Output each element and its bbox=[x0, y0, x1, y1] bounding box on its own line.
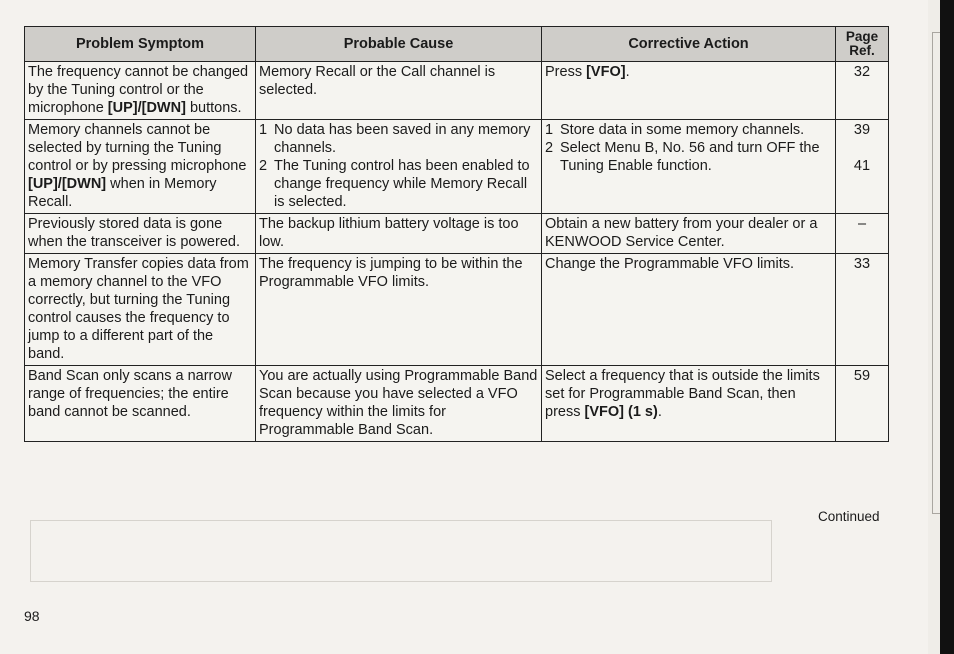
cause-cell bbox=[256, 62, 542, 120]
action-text bbox=[545, 256, 794, 272]
action-cell bbox=[542, 62, 836, 120]
cause-text: The frequency is jumping to be within the Programmable VFO limits. bbox=[259, 256, 523, 290]
book-edge-shadow bbox=[940, 0, 954, 654]
page-ref-cell bbox=[836, 62, 889, 120]
text-segment: when in Memory Recall. bbox=[28, 176, 217, 210]
bold-keyword: [UP]/[DWN] bbox=[28, 176, 107, 192]
page-ref-cell bbox=[836, 214, 889, 254]
page-ref-value: 32 bbox=[853, 64, 871, 80]
numbered-action bbox=[545, 121, 832, 139]
numbered-cause bbox=[259, 121, 538, 157]
continued-label: Continued bbox=[818, 509, 880, 524]
item-number: 1 bbox=[259, 122, 268, 138]
action-text bbox=[545, 64, 630, 80]
symptom-cell bbox=[25, 120, 256, 214]
item-number: 2 bbox=[545, 140, 554, 156]
bold-keyword: [VFO] bbox=[586, 64, 626, 80]
page-ref-value: – bbox=[857, 216, 867, 232]
page-ref-cell bbox=[836, 366, 889, 442]
cause-cell bbox=[256, 214, 542, 254]
page-ref-value: 41 bbox=[853, 158, 871, 174]
symptom-cell bbox=[25, 62, 256, 120]
action-cell bbox=[542, 254, 836, 366]
page-number: 98 bbox=[24, 608, 40, 624]
text-segment: . bbox=[657, 404, 662, 420]
symptom-cell bbox=[25, 254, 256, 366]
text-segment: Band Scan only scans a narrow range of frequencies; the entire band cannot be scanned. bbox=[28, 368, 232, 420]
page-ref-value: 59 bbox=[853, 368, 871, 384]
text-segment: Memory channels cannot be selected by turning the Tuning control or by pressing microphone bbox=[28, 122, 247, 174]
action-cell bbox=[542, 120, 836, 214]
cause-cell bbox=[256, 120, 542, 214]
header-page-ref: Page Ref. bbox=[836, 27, 889, 62]
page-ref-value: 39 bbox=[853, 122, 871, 138]
text-segment: Press bbox=[545, 64, 587, 80]
text-segment: Previously stored data is gone when the transceiver is powered. bbox=[28, 216, 240, 250]
action-text bbox=[545, 368, 820, 420]
text-segment: buttons. bbox=[185, 100, 242, 116]
cause-cell bbox=[256, 366, 542, 442]
table-row bbox=[25, 62, 889, 120]
item-number: 2 bbox=[259, 158, 268, 174]
cause-cell bbox=[256, 254, 542, 366]
table-row bbox=[25, 254, 889, 366]
numbered-cause bbox=[259, 157, 538, 211]
page-ref-cell bbox=[836, 120, 889, 214]
bleed-through-frame bbox=[30, 520, 772, 582]
cause-text: No data has been saved in any memory channels. bbox=[274, 122, 531, 156]
text-segment: Store data in some memory channels. bbox=[560, 122, 805, 138]
page-ref-cell bbox=[836, 254, 889, 366]
text-segment: Memory Transfer copies data from a memory channel to the VFO correctly, but turning the Tuning control causes the frequency to jump to a different part of the band. bbox=[28, 256, 249, 362]
text-segment: . bbox=[625, 64, 630, 80]
cause-text: The backup lithium battery voltage is too low. bbox=[259, 216, 519, 250]
bold-keyword: [UP]/[DWN] bbox=[107, 100, 186, 116]
symptom-cell bbox=[25, 366, 256, 442]
table-row bbox=[25, 120, 889, 214]
text-segment: Obtain a new battery from your dealer or a KENWOOD Service Center. bbox=[545, 216, 818, 250]
table-header-row bbox=[25, 27, 889, 62]
item-number: 1 bbox=[545, 122, 554, 138]
action-text bbox=[560, 121, 832, 139]
table-row bbox=[25, 214, 889, 254]
action-cell bbox=[542, 366, 836, 442]
symptom-cell bbox=[25, 214, 256, 254]
bold-keyword: [VFO] (1 s) bbox=[584, 404, 658, 420]
text-segment: Select a frequency that is outside the limits set for Programmable Band Scan, then press bbox=[545, 368, 820, 420]
text-segment: Select Menu B, No. 56 and turn OFF the Tuning Enable function. bbox=[560, 140, 820, 174]
header-probable-cause: Probable Cause bbox=[256, 27, 542, 62]
cause-text: Memory Recall or the Call channel is selected. bbox=[259, 64, 496, 98]
cause-text: You are actually using Programmable Band Scan because you have selected a VFO frequency within the limits for Programmable Band Scan. bbox=[259, 368, 538, 438]
cause-text: The Tuning control has been enabled to change frequency while Memory Recall is selected. bbox=[274, 158, 530, 210]
action-text bbox=[545, 216, 817, 250]
header-problem-symptom: Problem Symptom bbox=[25, 27, 256, 62]
header-corrective-action: Corrective Action bbox=[542, 27, 836, 62]
troubleshooting-table bbox=[24, 26, 889, 442]
action-text bbox=[560, 139, 832, 175]
numbered-action bbox=[545, 139, 832, 175]
action-cell bbox=[542, 214, 836, 254]
page-ref-value: 33 bbox=[853, 256, 871, 272]
text-segment: Change the Programmable VFO limits. bbox=[545, 256, 795, 272]
text-segment: The frequency cannot be changed by the Tuning control or the microphone bbox=[28, 64, 249, 116]
table-row bbox=[25, 366, 889, 442]
